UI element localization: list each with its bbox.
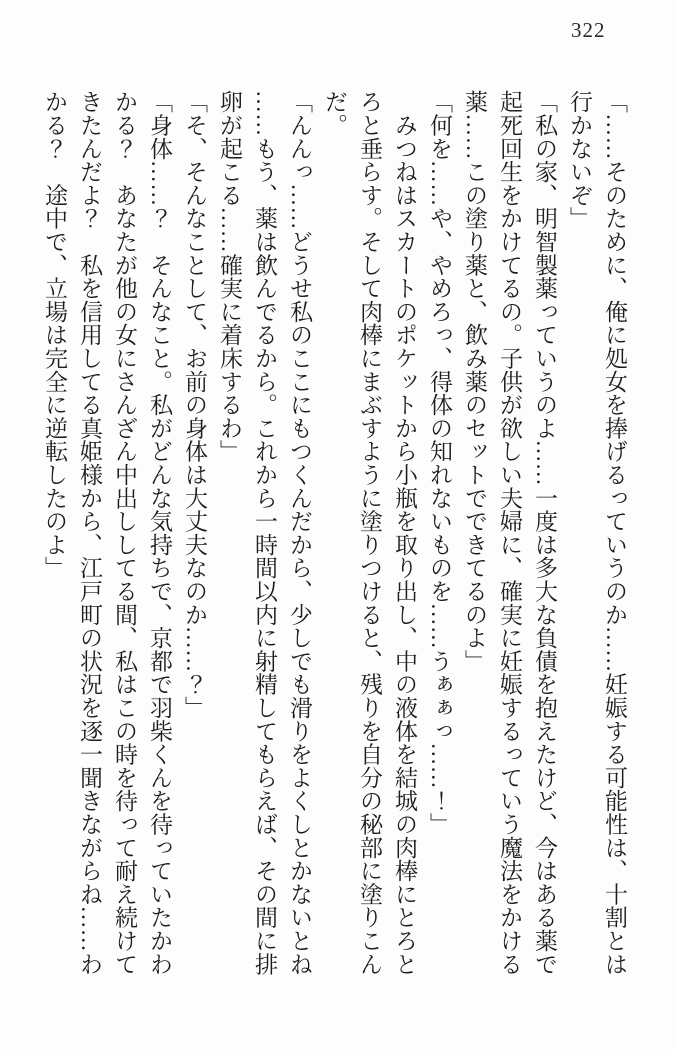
text-line: かる？ あなたが他の女にさんざん中出ししてる間、私はこの時を待って耐え続けて: [112, 90, 137, 976]
text-line: ろと垂らす。そして肉棒にまぶすように塗りつけると、残りを自分の秘部に塗りこん: [357, 90, 382, 976]
text-line: 「私の家、明智製薬っていうのよ……一度は多大な負債を抱えたけど、今はある薬で: [532, 90, 557, 976]
text-line: 起死回生をかけてるの。子供が欲しい夫婦に、確実に妊娠するっていう魔法をかける: [497, 90, 522, 976]
text-line: ……もう、薬は飲んでるから。これから一時間以内に射精してもらえば、その間に排: [252, 90, 277, 976]
text-line: 「……そのために、俺に処女を捧げるっていうのか……妊娠する可能性は、十割とは: [602, 90, 627, 976]
text-line: 「身体……？ そんなこと。私がどんな気持ちで、京都で羽柴くんを待っていたかわ: [147, 90, 172, 976]
text-line: かる？ 途中で、立場は完全に逆転したのよ」: [42, 90, 67, 580]
text-line: 「んんっ……どうせ私のここにもつくんだから、少しでも滑りをよくしとかないとね: [287, 90, 312, 976]
text-line: 「そ、そんなことして、お前の身体は大丈夫なのか……？」: [182, 90, 207, 720]
text-line: 「何を……や、やめろっ、得体の知れないものを……うぁぁっ……！」: [427, 90, 452, 836]
text-line: 薬……この塗り薬と、飲み薬のセットでできてるのよ」: [462, 90, 487, 673]
text-line: 卵が起こる……確実に着床するわ」: [217, 90, 242, 463]
text-block: [37, 90, 632, 990]
text-line: だ。: [322, 90, 347, 137]
text-line: みつねはスカートのポケットから小瓶を取り出し、中の液体を結城の肉棒にとろと: [392, 90, 417, 976]
text-line: きたんだよ？ 私を信用してる真姫様から、江戸町の状況を逐一聞きながらね……わ: [77, 90, 102, 976]
page-number: 322: [571, 18, 606, 42]
text-line: 行かないぞ」: [567, 90, 592, 230]
